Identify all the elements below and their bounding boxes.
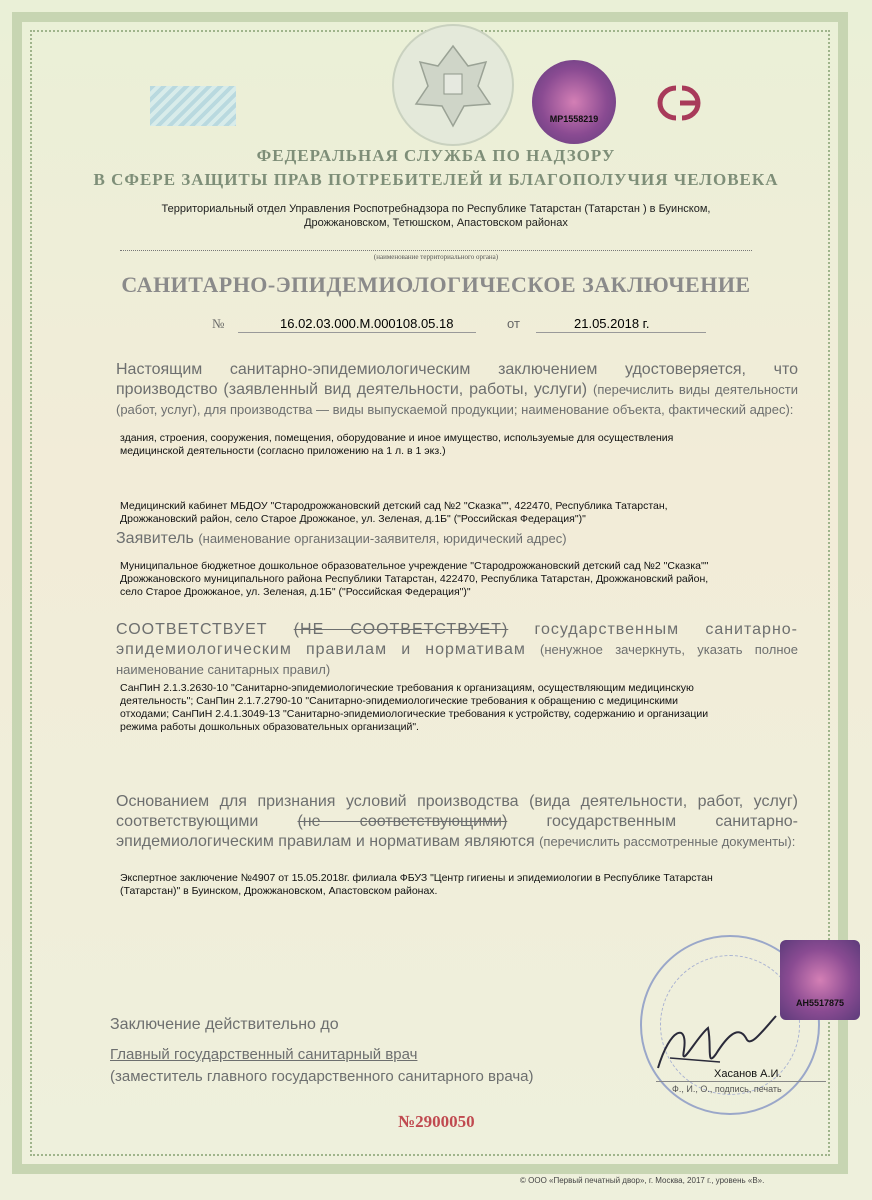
- signer-name: Хасанов А.И.: [714, 1068, 782, 1080]
- hologram-seal-bottom: [780, 940, 860, 1020]
- hologram-seal: [532, 60, 616, 144]
- intro-line2: медицинской деятельности (согласно приложению на 1 л. в 1 экз.): [120, 445, 446, 457]
- territorial-divider: [120, 250, 752, 251]
- number-label: №: [212, 316, 225, 331]
- watermark-strip: [150, 86, 236, 126]
- conformity-line3: отходами; СанПиН 2.4.1.3049-13 "Санитарно-эпидемиологические требования к устройству, содержанию и организации: [120, 708, 709, 720]
- emblem-icon: [392, 24, 514, 146]
- date-underline: [536, 332, 706, 333]
- basis-line2: (Татарстан)" в Буинском, Дрожжановском, Апастовском районах.: [120, 885, 438, 897]
- basis-line1: Экспертное заключение №4907 от 15.05.2018г. филиала ФБУЗ "Центр гигиены и эпидемиологии в Республике Татарстан: [120, 872, 713, 884]
- number-underline: [238, 332, 476, 333]
- conformity-line4: режима работы дошкольных образовательных организаций".: [120, 721, 419, 733]
- conformity-line1: СанПиН 2.1.3.2630-10 "Санитарно-эпидемиологические требования к организациям, осуществляющим медицинскую: [120, 682, 694, 694]
- agency-title-line1: ФЕДЕРАЛЬНАЯ СЛУЖБА ПО НАДЗОРУ: [256, 146, 616, 165]
- serial-number: №2900050: [398, 1112, 475, 1131]
- signature-underline: [656, 1081, 826, 1082]
- printer-footer: © ООО «Первый печатный двор», г. Москва, 2017 г., уровень «В».: [520, 1176, 765, 1185]
- hologram-code-bottom: АН5517875: [795, 998, 845, 1008]
- applicant-heading: Заявитель (наименование организации-заявителя, юридический адрес): [116, 530, 567, 547]
- signer-caption: Ф., И., О., подпись, печать: [672, 1084, 782, 1094]
- from-label: от: [507, 316, 520, 331]
- object-line1: Медицинский кабинет МБДОУ "Стародрожжановский детский сад №2 "Сказка"", 422470, Республика Татарстан,: [120, 500, 668, 512]
- validity-label: Заключение действительно до: [110, 1016, 339, 1033]
- document-number: 16.02.03.000.М.000108.05.18: [280, 316, 454, 331]
- applicant-line2: Дрожжановского муниципального района Республики Татарстан, 422470, Республика Татарстан, Дрожжановский район,: [120, 573, 709, 585]
- applicant-line1: Муниципальное бюджетное дошкольное образовательное учреждение "Стародрожжановский детский сад №2 "Сказка"": [120, 560, 709, 572]
- conformity-line2: деятельность"; СанПин 2.1.7.2790-10 "Санитарно-эпидемиологические требования к обращению с медицинскими: [120, 695, 679, 707]
- signer-title: Главный государственный санитарный врач: [110, 1046, 418, 1063]
- document-date: 21.05.2018 г.: [574, 316, 650, 331]
- object-line2: Дрожжановский район, село Старое Дрожжаное, ул. Зеленая, д.1Б" ("Российская Федерация")": [120, 513, 586, 525]
- intro-line1: здания, строения, сооружения, помещения, оборудование и иное имущество, используемые для осуществления: [120, 432, 674, 444]
- signer-deputy: (заместитель главного государственного санитарного врача): [110, 1068, 534, 1085]
- basis-paragraph: Основанием для признания условий производства (вида деятельности, работ, услуг) соответствующими (не соответствующими) государственным санитарно-эпидемиологическим правилам и нормативам являются (перечислить рассмотренные документы):: [116, 793, 798, 850]
- territorial-line1: Территориальный отдел Управления Роспотребнадзора по Республике Татарстан (Татарстан ) в Буинском,: [161, 203, 711, 215]
- hologram-code: МР1558219: [549, 114, 599, 124]
- conformity-paragraph: СООТВЕТСТВУЕТ (НЕ СООТВЕТСТВУЕТ) государственным санитарно- эпидемиологическим правилам и нормативам (ненужное зачеркнуть, указать полное наименование санитарных правил): [116, 621, 798, 677]
- intro-paragraph: Настоящим санитарно-эпидемиологическим заключением удостоверяется, что производство (заявленный вид деятельности, работы, услуги) (перечислить виды деятельности (работ, услуг), для производства — виды выпускаемой продукции; наименование объекта, фактический адрес):: [116, 361, 798, 417]
- agency-title-line2: В СФЕРЕ ЗАЩИТЫ ПРАВ ПОТРЕБИТЕЛЕЙ И БЛАГОПОЛУЧИЯ ЧЕЛОВЕКА: [93, 170, 779, 189]
- applicant-line3: село Старое Дрожжаное, ул. Зеленая, д.1Б" ("Российская Федерация")": [120, 586, 471, 598]
- territorial-line2: Дрожжановском, Тетюшском, Апастовском районах: [304, 217, 568, 229]
- territorial-caption: (наименование территориального органа): [373, 253, 499, 261]
- se-logo-icon: [640, 80, 718, 131]
- document-title: САНИТАРНО-ЭПИДЕМИОЛОГИЧЕСКОЕ ЗАКЛЮЧЕНИЕ: [121, 272, 751, 297]
